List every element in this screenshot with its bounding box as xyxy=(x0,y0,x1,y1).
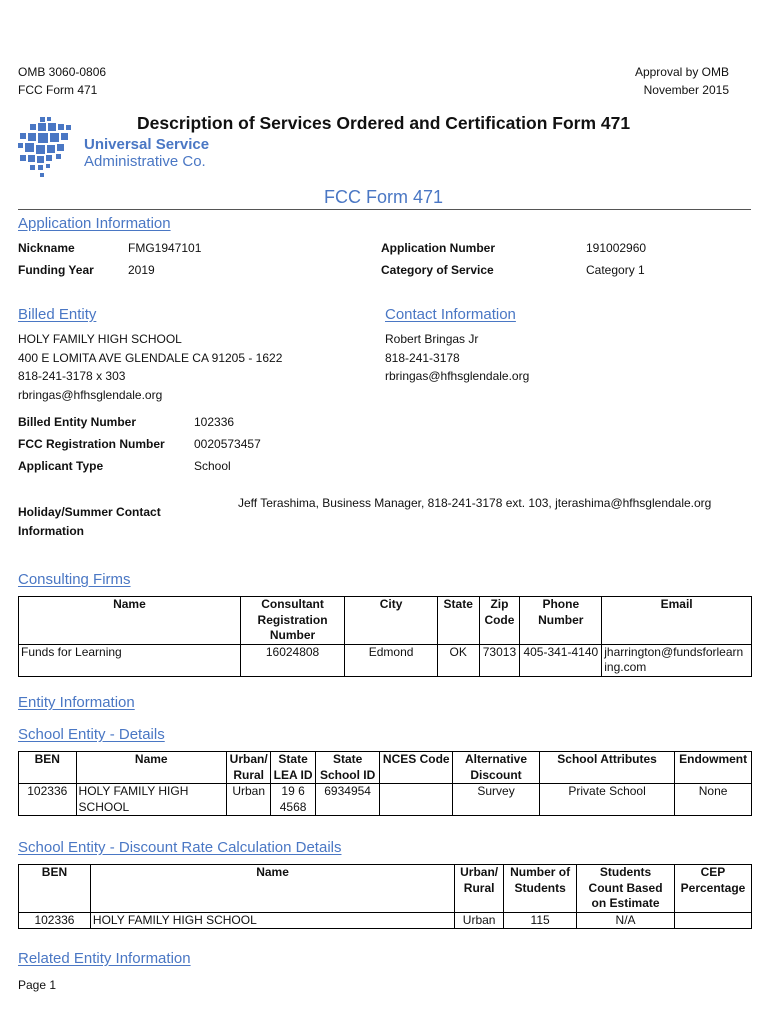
section-discount-rate-details: School Entity - Discount Rate Calculation Details xyxy=(18,839,342,856)
fcc-registration-number-label: FCC Registration Number xyxy=(18,437,165,451)
col-header-state-lea-id: State LEA ID xyxy=(271,752,315,784)
section-contact-information: Contact Information xyxy=(385,306,516,323)
category-of-service-label: Category of Service xyxy=(381,263,494,277)
logo-wordmark xyxy=(84,136,209,170)
contact-email: rbringas@hfhsglendale.org xyxy=(385,369,530,383)
school-alternative-discount: Survey xyxy=(453,784,540,816)
col-header-urban-rural: Urban/ Rural xyxy=(455,865,504,913)
discount-cep-percentage xyxy=(674,912,751,929)
table-row xyxy=(19,912,752,929)
funding-year-label: Funding Year xyxy=(18,263,94,277)
col-header-zip-code: Zip Code xyxy=(479,597,520,645)
section-billed-entity: Billed Entity xyxy=(18,306,97,323)
nickname-label: Nickname xyxy=(18,241,75,255)
school-name: HOLY FAMILY HIGH SCHOOL xyxy=(76,784,226,816)
school-urban-rural: Urban xyxy=(226,784,270,816)
application-number-value: 191002960 xyxy=(586,241,647,255)
col-header-urban-rural: Urban/ Rural xyxy=(226,752,270,784)
col-header-state: State xyxy=(437,597,479,645)
table-row xyxy=(19,644,752,676)
billed-entity-email: rbringas@hfhsglendale.org xyxy=(18,387,163,402)
nickname-value: FMG1947101 xyxy=(128,241,202,255)
school-nces-code xyxy=(380,784,453,816)
section-application-information: Application Information xyxy=(18,215,171,232)
section-consulting-firms: Consulting Firms xyxy=(18,571,131,588)
applicant-type-value: School xyxy=(194,459,231,473)
omb-approval-date: November 2015 xyxy=(643,83,729,97)
consulting-firm-name: Funds for Learning xyxy=(19,644,241,676)
contact-block xyxy=(385,330,529,386)
discount-count-based-on-estimate: N/A xyxy=(577,912,675,929)
consulting-firm-crn: 16024808 xyxy=(240,644,344,676)
omb-number: OMB 3060-0806 xyxy=(18,65,107,79)
header-left xyxy=(18,63,106,99)
col-header-consultant-registration-number: Consultant Registration Number xyxy=(240,597,344,645)
school-attributes: Private School xyxy=(539,784,674,816)
fcc-registration-number-value: 0020573457 xyxy=(194,437,261,451)
col-header-cep-percentage: CEP Percentage xyxy=(674,865,751,913)
col-header-name: Name xyxy=(19,597,241,645)
section-related-entity-information: Related Entity Information xyxy=(18,950,191,967)
col-header-name: Name xyxy=(90,865,454,913)
col-header-city: City xyxy=(345,597,438,645)
school-ben: 102336 xyxy=(19,784,77,816)
billed-entity-address: 400 E LOMITA AVE GLENDALE CA 91205 - 1622 xyxy=(18,350,283,365)
section-entity-information: Entity Information xyxy=(18,694,135,711)
holiday-contact-label-line-1: Holiday/Summer Contact xyxy=(18,505,161,519)
applicant-type-label: Applicant Type xyxy=(18,459,104,473)
consulting-firms-table xyxy=(18,596,752,677)
discount-urban-rural: Urban xyxy=(455,912,504,929)
funding-year-value: 2019 xyxy=(128,263,155,277)
page-number: Page 1 xyxy=(18,978,57,992)
consulting-firm-state: OK xyxy=(437,644,479,676)
col-header-number-of-students: Number of Students xyxy=(504,865,577,913)
discount-name: HOLY FAMILY HIGH SCHOOL xyxy=(90,912,454,929)
application-number-label: Application Number xyxy=(381,241,496,255)
col-header-ben: BEN xyxy=(19,865,91,913)
consulting-header-row xyxy=(19,597,752,645)
col-header-name: Name xyxy=(76,752,226,784)
discount-header-row xyxy=(19,865,752,913)
col-header-school-attributes: School Attributes xyxy=(539,752,674,784)
title-rule xyxy=(18,209,751,210)
holiday-contact-label-line-2: Information xyxy=(18,523,84,538)
usac-logo-mark-icon xyxy=(16,115,84,185)
school-endowment: None xyxy=(675,784,752,816)
billed-entity-name: HOLY FAMILY HIGH SCHOOL xyxy=(18,332,182,346)
col-header-email: Email xyxy=(602,597,752,645)
page-title: Description of Services Ordered and Certification Form 471 xyxy=(137,113,631,133)
billed-entity-address-block xyxy=(18,330,282,404)
holiday-contact-label xyxy=(18,503,161,540)
col-header-nces-code: NCES Code xyxy=(380,752,453,784)
billed-entity-phone: 818-241-3178 x 303 xyxy=(18,369,126,383)
category-of-service-value: Category 1 xyxy=(586,263,645,277)
form-short-name: FCC Form 471 xyxy=(18,83,98,97)
consulting-firm-email: jharrington@fundsforlearn ing.com xyxy=(602,644,752,676)
col-header-ben: BEN xyxy=(19,752,77,784)
col-header-state-school-id: State School ID xyxy=(315,752,380,784)
discount-number-of-students: 115 xyxy=(504,912,577,929)
contact-phone: 818-241-3178 xyxy=(385,350,460,365)
consulting-firm-city: Edmond xyxy=(345,644,438,676)
billed-entity-number-value: 102336 xyxy=(194,415,235,429)
holiday-contact-value: Jeff Terashima, Business Manager, 818-241-3178 ext. 103, jterashima@hfhsglendale.org xyxy=(238,496,712,510)
col-header-phone-number: Phone Number xyxy=(520,597,602,645)
contact-name: Robert Bringas Jr xyxy=(385,332,479,346)
consulting-firm-phone: 405-341-4140 xyxy=(520,644,602,676)
school-state-school-id: 6934954 xyxy=(315,784,380,816)
logo-line-2: Administrative Co. xyxy=(84,153,206,170)
billed-entity-number-label: Billed Entity Number xyxy=(18,415,137,429)
omb-approval: Approval by OMB xyxy=(634,65,729,79)
col-header-alternative-discount: Alternative Discount xyxy=(453,752,540,784)
col-header-students-count-based-on-estimate: Students Count Based on Estimate xyxy=(577,865,675,913)
col-header-endowment: Endowment xyxy=(675,752,752,784)
consulting-firm-zip: 73013 xyxy=(479,644,520,676)
discount-ben: 102336 xyxy=(19,912,91,929)
form-title: FCC Form 471 xyxy=(324,187,444,207)
table-row xyxy=(19,784,752,816)
school-details-header-row xyxy=(19,752,752,784)
school-state-lea-id: 19 6 4568 xyxy=(271,784,315,816)
discount-rate-table xyxy=(18,864,752,929)
header-right xyxy=(635,63,729,99)
section-school-entity-details: School Entity - Details xyxy=(18,726,165,743)
school-entity-details-table xyxy=(18,751,752,816)
logo-line-1: Universal Service xyxy=(84,136,210,153)
